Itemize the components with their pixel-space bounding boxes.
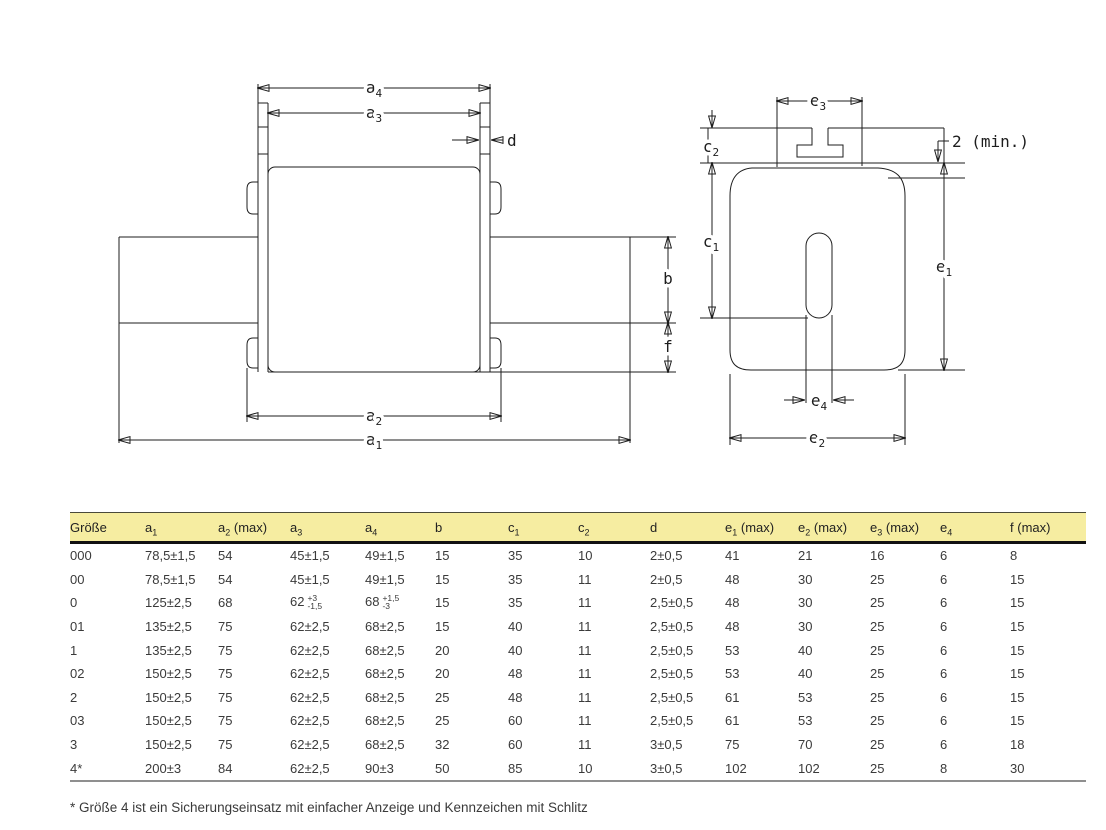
column-header: $a_1$ [145,513,218,543]
table-cell: 62±2,5 [290,713,330,729]
table-cell: 102 [798,760,820,776]
dim-d [452,131,517,150]
dim-label-b: b [663,269,673,288]
table-cell: 15 [1010,689,1025,705]
table-cell: 78,5±1,5 [145,571,196,587]
table-cell: 11 [578,689,592,705]
indicator-slot [806,233,832,403]
dim-e1 [898,163,965,370]
table-cell: 35 [508,571,523,587]
table-cell: 11 [578,666,592,682]
table-cell: 25 [870,760,885,776]
table-cell: 21 [798,548,813,564]
dim-e4 [784,391,854,413]
column-header: $c_1$ [508,513,578,543]
t-slot [797,128,843,157]
table-cell: 25 [435,713,450,729]
table-cell: 11 [578,619,592,635]
table-cell: 68 [218,595,233,611]
table-cell: 48 [725,619,740,635]
size-cell: 2 [70,689,78,705]
table-cell: 25 [870,737,885,753]
table-cell: 53 [798,713,813,729]
table-cell: 30 [798,595,813,611]
column-header: b [435,513,508,543]
table-cell: 18 [1010,737,1025,753]
table-cell: 30 [1010,760,1025,776]
table-cell: 62±2,5 [290,642,330,658]
table-cell: 84 [218,760,233,776]
dim-label-e2: $e_2$ [808,428,826,450]
table-cell: 62±2,5 [290,619,330,635]
table-cell: 40 [508,642,523,658]
table-cell: 40 [508,619,523,635]
table-row [70,638,1086,662]
table-cell: 15 [1010,619,1025,635]
table-cell: 61 [725,713,740,729]
size-cell: 1 [70,642,78,658]
column-header: $a_4$ [365,513,435,543]
table-cell: 135±2,5 [145,642,192,658]
table-cell: 25 [870,642,885,658]
fuse-body-side [730,168,905,370]
dim-label-e4: $e_4$ [810,391,828,413]
table-cell: 2,5±0,5 [650,595,694,611]
dim-e2 [730,374,905,450]
table-cell: 45±1,5 [290,571,330,587]
table-cell: 48 [725,571,740,587]
dimension-table [70,512,1086,782]
column-header: Größe [70,513,145,543]
table-cell: 6 [940,595,948,611]
blade-side [700,128,965,163]
table-cell: 3±0,5 [650,760,683,776]
table-cell: 53 [725,642,740,658]
table-cell: 150±2,5 [145,737,192,753]
dim-c1 [700,163,808,318]
size-cell: 01 [70,619,85,635]
table-cell: 53 [798,689,813,705]
table-cell: 20 [435,666,450,682]
table-cell: 35 [508,548,523,564]
table-cell: 15 [435,548,450,564]
dim-label-c1: $c_1$ [702,232,720,254]
table-cell: 68±2,5 [365,666,405,682]
column-header: $c_2$ [578,513,650,543]
table-cell: 16 [870,548,885,564]
dim-label-c2: $c_2$ [702,137,720,159]
table-cell: 60 [508,737,523,753]
table-cell: 53 [725,666,740,682]
table-cell: 2±0,5 [650,548,683,564]
dim-2min [938,132,1029,161]
table-cell: 49±1,5 [365,548,405,564]
table-cell: 75 [218,689,233,705]
table-row [70,568,1086,592]
size-cell: 000 [70,548,92,564]
table-cell: 25 [870,713,885,729]
dim-label-2min: 2 (min.) [952,132,1030,151]
table-cell: 40 [798,642,813,658]
dimension-table-container [70,512,1086,782]
table-cell: 15 [435,571,450,587]
dim-f [663,323,673,372]
dim-a4 [258,78,490,100]
table-cell: 150±2,5 [145,713,192,729]
table-cell: 2,5±0,5 [650,713,694,729]
grip-lugs [247,182,501,368]
table-cell: 48 [508,666,523,682]
table-row [70,709,1086,733]
front-view [119,78,676,452]
table-cell: 11 [578,595,592,611]
table-cell: 35 [508,595,523,611]
table-row [70,756,1086,781]
table-cell: 102 [725,760,747,776]
table-cell: 45±1,5 [290,548,330,564]
column-header: $e_3$ (max) [870,513,940,543]
table-cell: 62±2,5 [290,737,330,753]
table-cell: 3±0,5 [650,737,683,753]
table-cell: 2,5±0,5 [650,666,694,682]
table-cell: 15 [1010,666,1025,682]
table-cell: 6 [940,619,948,635]
table-row [70,591,1086,615]
table-cell: 68±2,5 [365,689,405,705]
table-cell: 85 [508,760,523,776]
dim-c2 [703,110,719,159]
table-cell: 8 [940,760,948,776]
table-cell: 25 [870,595,885,611]
table-cell: 11 [578,713,592,729]
size-cell: 4* [70,760,83,776]
dim-label-a2: $a_2$ [365,406,383,428]
table-cell: 10 [578,760,593,776]
table-cell: 11 [578,737,592,753]
table-cell: 25 [870,689,885,705]
column-header: f (max) [1010,513,1086,543]
size-cell: 0 [70,595,78,611]
table-cell: 48 [725,595,740,611]
table-cell: 90±3 [365,760,394,776]
table-cell: 25 [870,571,885,587]
table-cell: 15 [1010,595,1025,611]
table-row [70,733,1086,757]
table-body [70,543,1086,781]
dim-label-a1: $a_1$ [365,430,383,452]
table-cell: 25 [435,689,450,705]
table-cell: 150±2,5 [145,689,192,705]
size-cell: 00 [70,571,85,587]
dim-label-a4: $a_4$ [365,78,383,100]
table-cell: 8 [1010,548,1018,564]
table-cell: 15 [1010,642,1025,658]
table-cell: 41 [725,548,740,564]
blade-contacts [119,237,676,443]
table-cell: 62±2,5 [290,689,330,705]
table-cell: 6 [940,713,948,729]
table-cell: 200±3 [145,760,182,776]
table-cell: 62±2,5 [290,666,330,682]
table-cell: 15 [435,619,450,635]
table-header [70,513,1086,543]
table-cell: 40 [798,666,813,682]
table-cell: 75 [218,737,233,753]
dim-b [663,237,673,323]
table-cell: 60 [508,713,523,729]
table-cell: 2,5±0,5 [650,642,694,658]
table-cell: 62±2,5 [290,760,330,776]
table-cell: 48 [508,689,523,705]
table-cell: 6 [940,689,948,705]
table-cell: 11 [578,642,592,658]
table-cell: 75 [218,642,233,658]
table-cell: 6 [940,548,948,564]
column-header: $a_2$ (max) [218,513,290,543]
table-cell: 10 [578,548,593,564]
column-header: d [650,513,725,543]
table-row [70,662,1086,686]
tolerance-stack: +1,5 -3 [382,592,400,612]
footnote: * Größe 4 ist ein Sicherungseinsatz mit einfacher Anzeige und Kennzeichen mit Schlitz [70,800,588,815]
dim-label-e3: $e_3$ [809,91,827,113]
table-row [70,615,1086,639]
fuse-body-front [268,167,480,372]
table-cell: 50 [435,760,450,776]
table-cell: 68±2,5 [365,713,405,729]
side-view [700,91,1029,450]
column-header: $e_4$ [940,513,1010,543]
table-cell: 75 [218,619,233,635]
column-header: $e_2$ (max) [798,513,870,543]
table-cell: 15 [1010,571,1025,587]
table-cell: 54 [218,548,233,564]
dim-e3 [777,91,862,167]
table-cell: 30 [798,619,813,635]
table-cell: 2,5±0,5 [650,619,694,635]
table-cell: 75 [218,713,233,729]
tolerance-stack: +3 -1,5 [307,592,323,612]
table-row [70,543,1086,568]
table-cell: 125±2,5 [145,595,192,611]
table-cell: 2±0,5 [650,571,683,587]
table-cell: 25 [870,619,885,635]
dim-a1 [119,430,630,452]
dim-label-a3: $a_3$ [365,103,383,125]
table-cell: 70 [798,737,813,753]
dim-label-f: f [663,337,673,356]
dim-label-d: d [507,131,517,150]
table-cell: 62 +3 -1,5 [290,592,323,612]
table-cell: 25 [870,666,885,682]
table-cell: 135±2,5 [145,619,192,635]
table-cell: 2,5±0,5 [650,689,694,705]
table-cell: 75 [218,666,233,682]
table-cell: 150±2,5 [145,666,192,682]
column-header: $a_3$ [290,513,365,543]
table-cell: 32 [435,737,450,753]
column-header: $e_1$ (max) [725,513,798,543]
table-cell: 15 [1010,713,1025,729]
size-cell: 3 [70,737,78,753]
table-cell: 68±2,5 [365,642,405,658]
dim-a3 [268,103,480,125]
table-cell: 68±2,5 [365,619,405,635]
table-row [70,686,1086,710]
table-cell: 6 [940,666,948,682]
table-cell: 15 [435,595,450,611]
table-cell: 6 [940,571,948,587]
table-cell: 20 [435,642,450,658]
table-cell: 61 [725,689,740,705]
table-cell: 54 [218,571,233,587]
size-cell: 03 [70,713,85,729]
table-cell: 6 [940,737,948,753]
dim-label-e1: $e_1$ [935,257,953,279]
table-cell: 6 [940,642,948,658]
table-cell: 78,5±1,5 [145,548,196,564]
table-cell: 75 [725,737,740,753]
fuse-end-plates [258,84,490,372]
dim-a2 [247,368,501,428]
table-cell: 30 [798,571,813,587]
size-cell: 02 [70,666,85,682]
table-cell: 11 [578,571,592,587]
table-cell: 68±2,5 [365,737,405,753]
table-cell: 49±1,5 [365,571,405,587]
table-cell: 68 +1,5 -3 [365,592,400,612]
